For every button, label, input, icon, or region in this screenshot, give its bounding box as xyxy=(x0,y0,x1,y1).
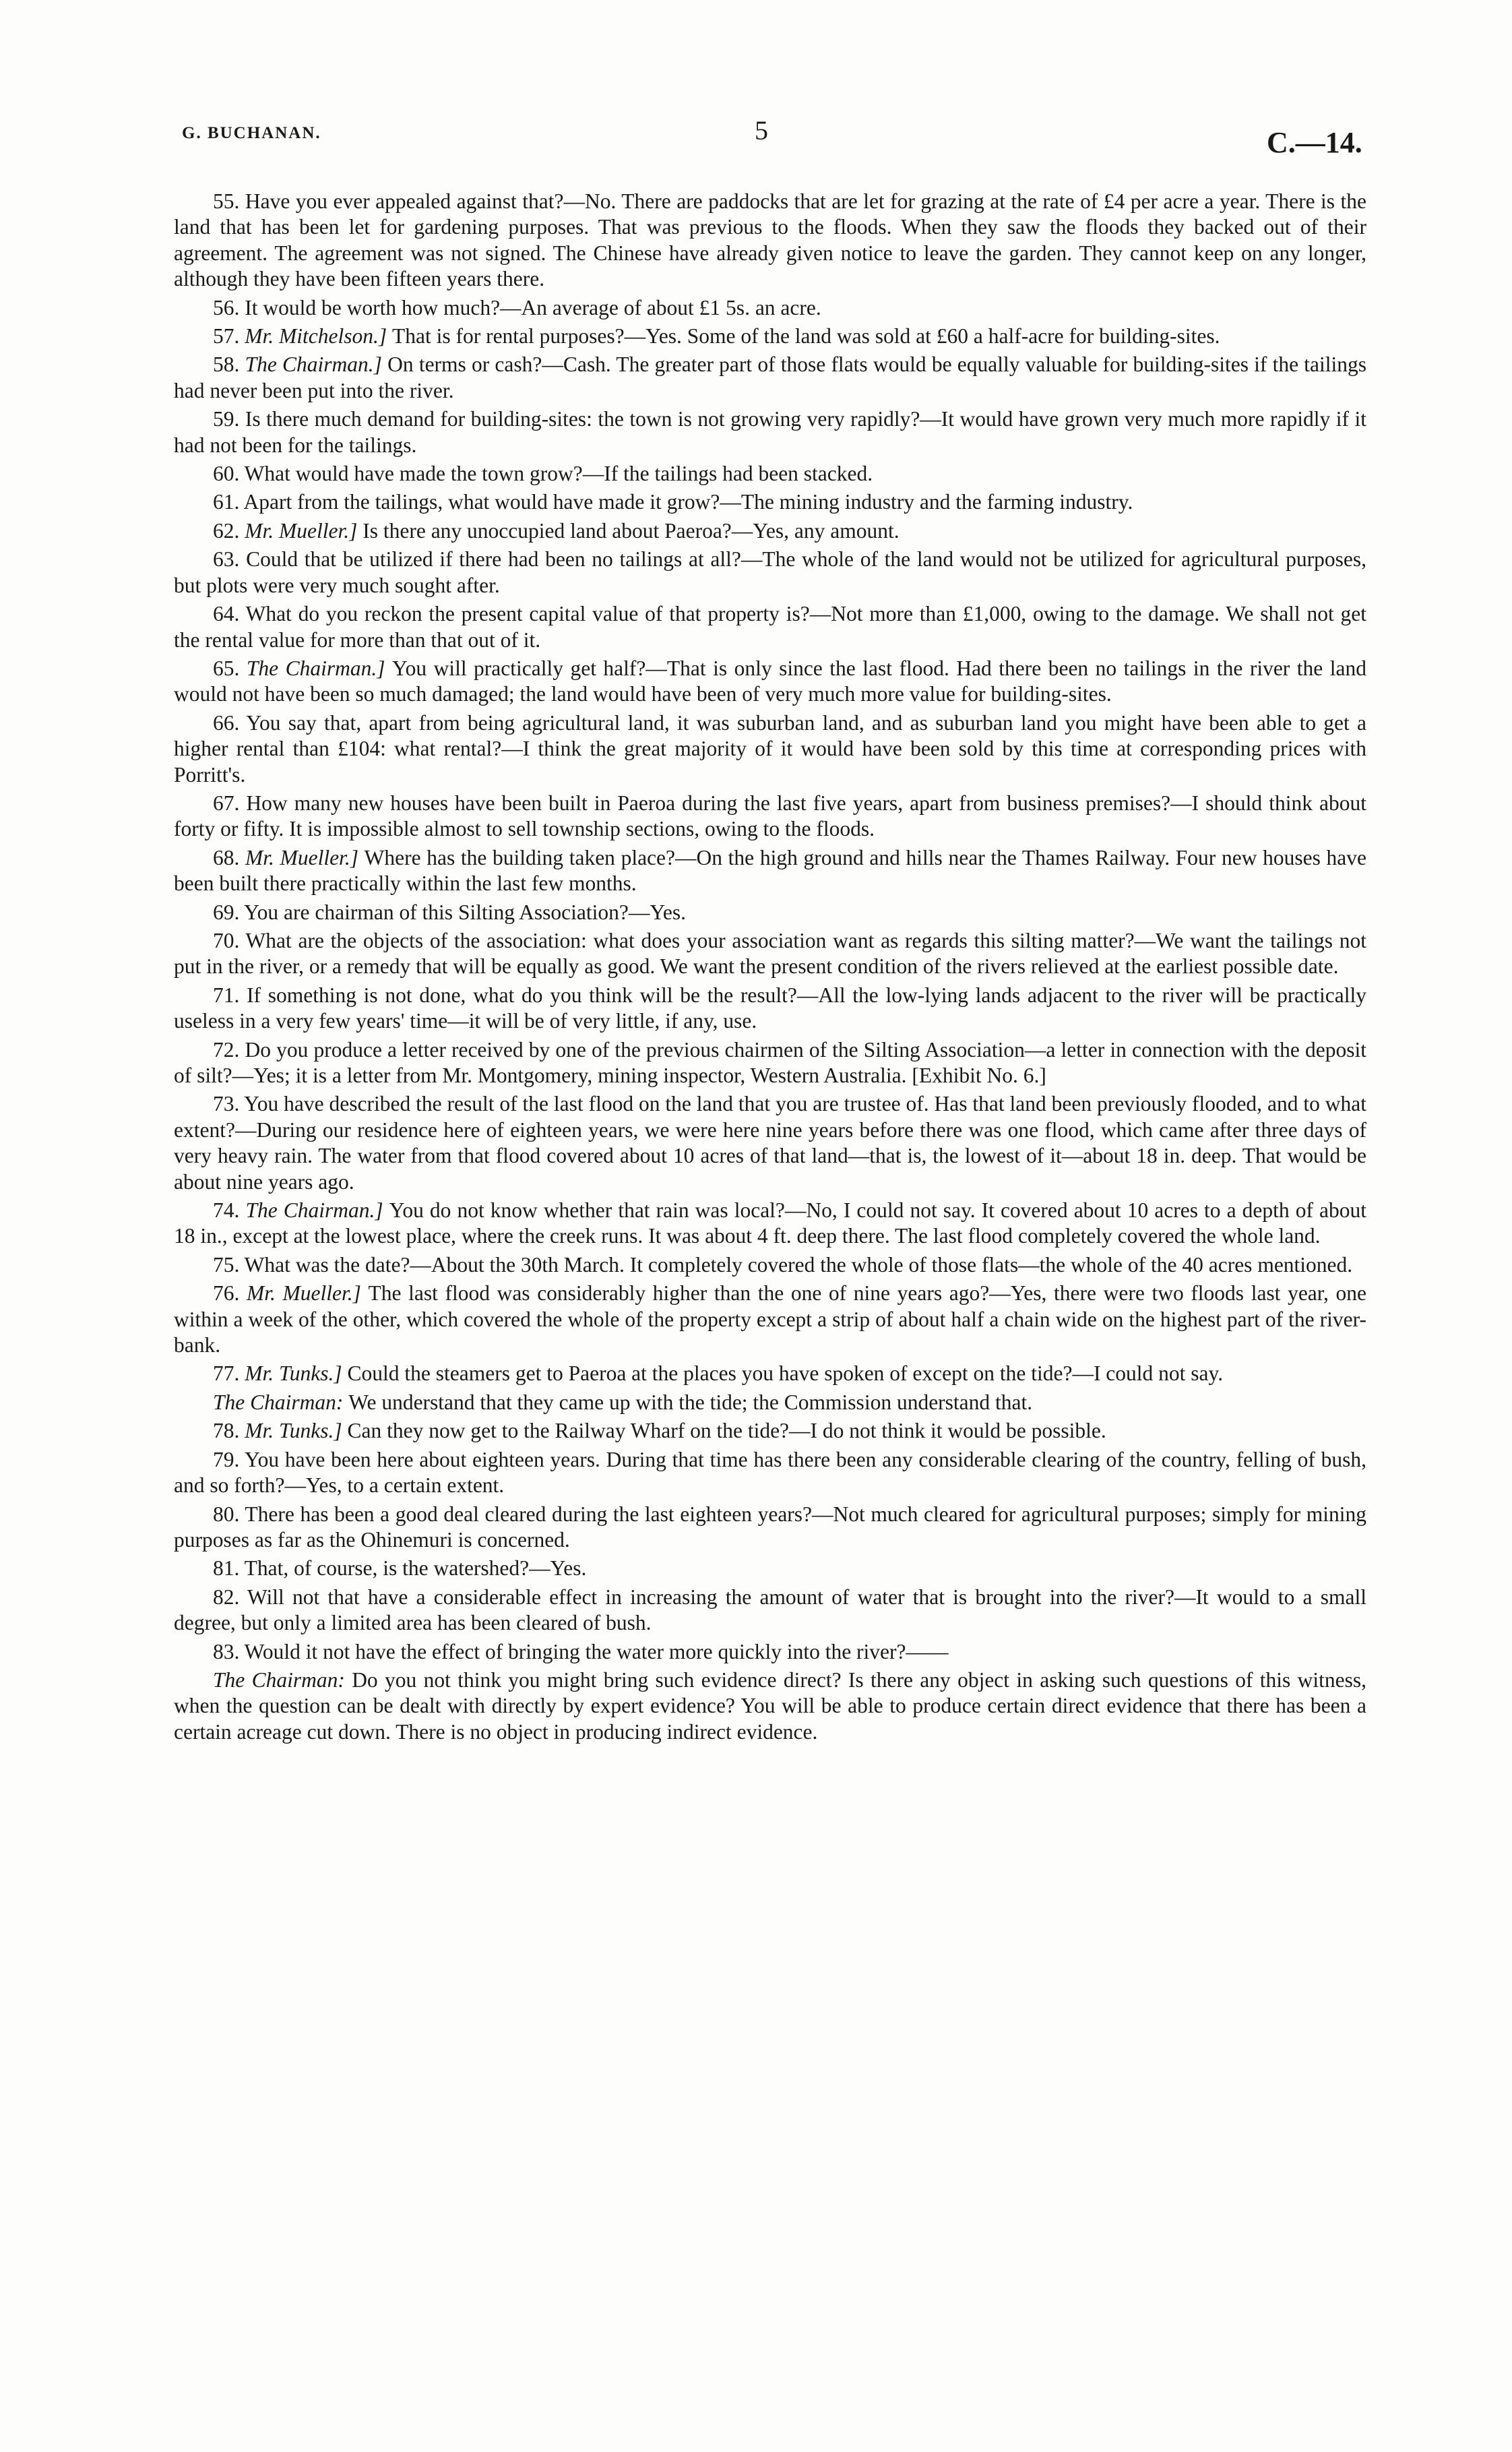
question-number: 62. xyxy=(213,518,245,543)
question-number: 58. xyxy=(213,353,245,377)
evidence-paragraph xyxy=(174,1447,1366,1499)
paragraph-text: 60. What would have made the town grow?—If the tailings had been stacked. xyxy=(213,462,873,486)
evidence-paragraph xyxy=(174,1198,1366,1250)
paragraph-text: Could the steamers get to Paeroa at the places you have spoken of except on the tide?—I could not say. xyxy=(347,1361,1224,1386)
paragraph-text: Is there any unoccupied land about Paeroa?—Yes, any amount. xyxy=(363,518,900,543)
evidence-paragraph xyxy=(174,845,1366,897)
evidence-paragraph xyxy=(174,928,1366,980)
evidence-paragraph xyxy=(174,791,1366,842)
paragraph-text: 67. How many new houses have been built in Paeroa during the last five years, apart from business premises?—I should think about forty or fifty. It is impossible almost to sell township sections, owing to the floods. xyxy=(174,791,1366,841)
speaker-name: Mr. Mueller.] xyxy=(245,518,363,543)
paragraph-text: 69. You are chairman of this Silting Association?—Yes. xyxy=(213,900,687,924)
question-number: 76. xyxy=(213,1281,247,1306)
header-witness-name: G. BUCHANAN. xyxy=(182,124,321,142)
paragraph-text: On terms or cash?—Cash. The greater part of those flats would be equally valuable for building-sites if the tailings had never been put into the river. xyxy=(174,353,1367,402)
paragraph-text: 83. Would it not have the effect of bringing the water more quickly into the river?—— xyxy=(213,1639,949,1663)
paragraph-text: 55. Have you ever appealed against that?—No. There are paddocks that are let for grazing at the rate of £4 per acre a year. There is the land that has been let for gardening purposes. That was previous to the floods. When they saw the floods they backed out of their agreement. The agreement was not signed. The Chinese have already given notice to leave the garden. They cannot keep on any longer, although they have been fifteen years there. xyxy=(174,189,1366,291)
evidence-paragraph xyxy=(174,189,1366,293)
paragraph-text: Where has the building taken place?—On the high ground and hills near the Thames Railway. Four new houses have been built there practically within the last few months. xyxy=(174,845,1366,896)
question-number: 74. xyxy=(213,1198,246,1223)
question-number: 77. xyxy=(213,1361,245,1386)
speaker-name: The Chairman.] xyxy=(245,353,388,377)
evidence-paragraph xyxy=(174,1281,1366,1358)
speaker-name: Mr. Mitchelson.] xyxy=(245,324,392,348)
evidence-paragraph xyxy=(174,710,1366,788)
question-number: 65. xyxy=(213,656,247,680)
speaker-name: Mr. Mueller.] xyxy=(247,1281,369,1306)
question-number: 57. xyxy=(213,324,245,348)
page-number: 5 xyxy=(755,115,768,146)
paragraph-text: 81. That, of course, is the watershed?—Yes. xyxy=(213,1556,587,1581)
speaker-name: The Chairman.] xyxy=(245,1198,389,1223)
evidence-paragraph xyxy=(174,518,1366,544)
evidence-paragraph xyxy=(174,1252,1366,1278)
evidence-paragraph xyxy=(174,1361,1366,1386)
paragraph-text: 59. Is there much demand for building-sites: the town is not growing very rapidly?—It would have grown very much more rapidly if it had not been for the tailings. xyxy=(174,407,1366,457)
evidence-paragraph xyxy=(174,1418,1366,1444)
paragraph-text: 73. You have described the result of the last flood on the land that you are trustee of. Has that land been previously flooded, and to what extent?—During our residence here of eighteen years, we were here nine years before there was one flood, which came after three days of very heavy rain. The water from that flood covered about 10 acres of that land—that is, the lowest of it—about 18 in. deep. That would be about nine years ago. xyxy=(174,1092,1366,1194)
paragraph-text: 82. Will not that have a considerable effect in increasing the amount of water that is brought into the river?—It would to a small degree, but only a limited area has been cleared of bush. xyxy=(174,1585,1366,1635)
evidence-paragraph xyxy=(174,406,1366,458)
evidence-paragraph xyxy=(174,1037,1366,1089)
question-number: 68. xyxy=(213,845,246,869)
paragraph-text: 64. What do you reckon the present capital value of that property is?—Not more than £1,000, owing to the damage. We shall not get the rental value for more than that out of it. xyxy=(174,602,1366,652)
evidence-paragraph xyxy=(174,1390,1366,1415)
evidence-paragraph xyxy=(174,352,1366,404)
paragraph-text: 75. What was the date?—About the 30th March. It completely covered the whole of those flats—the whole of the 40 acres mentioned. xyxy=(213,1252,1353,1277)
evidence-paragraph xyxy=(174,324,1366,349)
paragraph-text: 63. Could that be utilized if there had been no tailings at all?—The whole of the land would not be utilized for agricultural purposes, but plots were very much sought after. xyxy=(174,547,1366,597)
evidence-paragraph xyxy=(174,656,1366,708)
document-reference: C.—14. xyxy=(1267,126,1362,159)
speaker-name: Mr. Tunks.] xyxy=(245,1361,348,1386)
evidence-paragraph xyxy=(174,900,1366,925)
question-number: 78. xyxy=(213,1419,245,1443)
paragraph-text: 72. Do you produce a letter received by one of the previous chairmen of the Silting Association—a letter in connection with the deposit of silt?—Yes; it is a letter from Mr. Montgomery, mining inspector, Western Australia. [Exhibit No. 6.] xyxy=(174,1037,1366,1087)
paragraph-text: That is for rental purposes?—Yes. Some of the land was sold at £60 a half-acre for building-sites. xyxy=(391,324,1220,348)
evidence-paragraph xyxy=(174,1502,1366,1554)
paragraph-text: 61. Apart from the tailings, what would have made it grow?—The mining industry and the farming industry. xyxy=(213,490,1133,514)
paragraph-text: 66. You say that, apart from being agricultural land, it was suburban land, and as suburban land you might have been able to get a higher rental than £104: what rental?—I think the great majority of it would have been sold by this time at corresponding prices with Porritt's. xyxy=(174,710,1366,787)
paragraph-text: 56. It would be worth how much?—An average of about £1 5s. an acre. xyxy=(213,295,821,319)
speaker-name: The Chairman: xyxy=(213,1667,352,1692)
paragraph-text: Do you not think you might bring such evidence direct? Is there any object in asking such questions of this witness, when the question can be dealt with directly by expert evidence? You will be able to produce certain direct evidence that there has been a certain acreage cut down. There is no object in producing indirect evidence. xyxy=(174,1667,1366,1744)
evidence-paragraph xyxy=(174,1585,1366,1636)
paragraph-text: You will practically get half?—That is only since the last flood. Had there been no tailings in the river the land would not have been so much damaged; the land would have been of very much more value for building-sites. xyxy=(174,656,1366,706)
evidence-paragraph xyxy=(174,489,1366,515)
paragraph-text: Can they now get to the Railway Wharf on the tide?—I do not think it would be possible. xyxy=(347,1419,1106,1443)
paragraph-text: 70. What are the objects of the association: what does your association want as regards this silting matter?—We want the tailings not put in the river, or a remedy that will be equally as good. We want the present condition of the rivers relieved at the earliest possible date. xyxy=(174,928,1366,979)
evidence-body xyxy=(174,189,1366,1745)
paragraph-text: 79. You have been here about eighteen years. During that time has there been any considerable clearing of the country, felling of bush, and so forth?—Yes, to a certain extent. xyxy=(174,1447,1366,1498)
paragraph-text: We understand that they came up with the tide; the Commission understand that. xyxy=(348,1390,1033,1414)
evidence-paragraph xyxy=(174,295,1366,321)
evidence-paragraph xyxy=(174,1091,1366,1195)
paragraph-text: The last flood was considerably higher than the one of nine years ago?—Yes, there were two floods last year, one within a week of the other, which covered the whole of the property except a strip of about half a chain wide on the highest part of the river-bank. xyxy=(174,1281,1366,1357)
evidence-paragraph xyxy=(174,547,1366,599)
paragraph-text: 80. There has been a good deal cleared during the last eighteen years?—Not much cleared for agricultural purposes; simply for mining purposes as far as the Ohinemuri is concerned. xyxy=(174,1502,1366,1552)
speaker-name: The Chairman: xyxy=(213,1390,349,1414)
speaker-name: Mr. Tunks.] xyxy=(245,1419,348,1443)
paragraph-text: You do not know whether that rain was local?—No, I could not say. It covered about 10 acres to a depth of about 18 in., except at the lowest place, where the creek runs. It was about 4 ft. deep there. The last flood completely covered the whole land. xyxy=(174,1198,1366,1248)
speaker-name: The Chairman.] xyxy=(246,656,392,680)
evidence-paragraph xyxy=(174,1556,1366,1581)
evidence-paragraph xyxy=(174,983,1366,1035)
evidence-paragraph xyxy=(174,601,1366,653)
speaker-name: Mr. Mueller.] xyxy=(245,845,365,869)
evidence-paragraph xyxy=(174,461,1366,487)
paragraph-text: 71. If something is not done, what do you think will be the result?—All the low-lying lands adjacent to the river will be practically useless in a very few years' time—it will be of very little, if any, use. xyxy=(174,983,1366,1033)
evidence-paragraph xyxy=(174,1667,1366,1745)
evidence-paragraph xyxy=(174,1639,1366,1665)
